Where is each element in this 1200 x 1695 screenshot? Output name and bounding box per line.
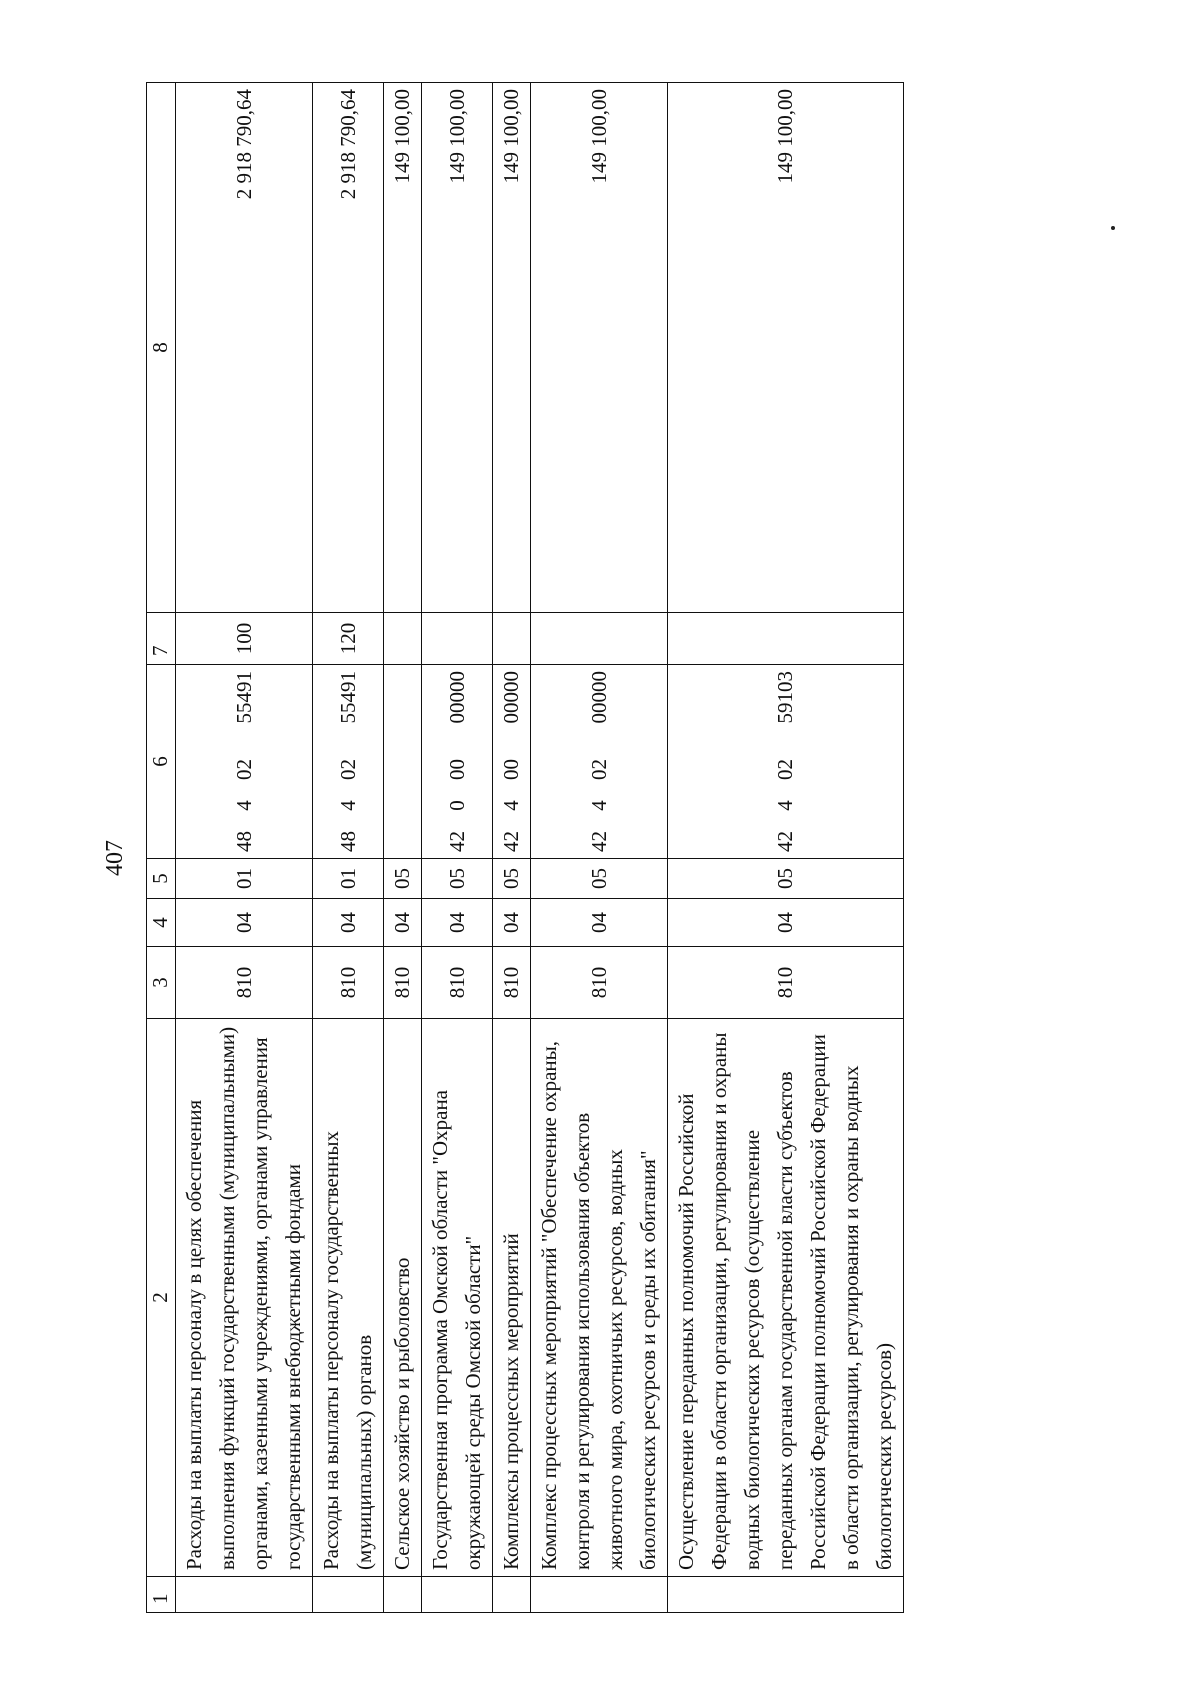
- header-cell-6: 6: [147, 665, 176, 859]
- department-code: 810: [668, 947, 904, 1019]
- expense-type-code: [422, 613, 493, 665]
- target-code-program: 42: [531, 821, 668, 859]
- table-row: [668, 83, 904, 1613]
- target-code-complex: 00: [493, 749, 531, 791]
- target-code-program: 48: [313, 821, 384, 859]
- row-number: [422, 1577, 493, 1613]
- section-code: 04: [176, 899, 313, 947]
- department-code: 810: [493, 947, 531, 1019]
- target-code-type: 4: [531, 791, 668, 821]
- expense-type-code: [384, 613, 422, 665]
- expense-type-code: [531, 613, 668, 665]
- table-row: [384, 83, 422, 1613]
- target-code-direction: 59103: [668, 665, 904, 749]
- department-code: 810: [384, 947, 422, 1019]
- budget-table: [146, 82, 904, 1613]
- amount: 149 100,00: [493, 83, 531, 613]
- table-row: [493, 83, 531, 1613]
- table-row: [176, 83, 313, 1613]
- target-code-complex: 02: [313, 749, 384, 791]
- target-code-direction: 00000: [531, 665, 668, 749]
- scan-speck: [1111, 226, 1115, 230]
- subsection-code: 05: [668, 859, 904, 899]
- section-code: 04: [422, 899, 493, 947]
- amount: 149 100,00: [384, 83, 422, 613]
- table-row: [531, 83, 668, 1613]
- target-code-direction: 55491: [313, 665, 384, 749]
- expense-name: Комплексы процессных мероприятий: [493, 1019, 531, 1577]
- rotated-page-content: [146, 83, 1046, 1613]
- expense-type-code: [668, 613, 904, 665]
- amount: 2 918 790,64: [176, 83, 313, 613]
- target-code-complex: 02: [668, 749, 904, 791]
- target-code-program: 42: [493, 821, 531, 859]
- row-number: [493, 1577, 531, 1613]
- amount: 2 918 790,64: [313, 83, 384, 613]
- header-cell-7: 7: [147, 613, 176, 665]
- target-code-type: 4: [493, 791, 531, 821]
- header-cell-5: 5: [147, 859, 176, 899]
- expense-type-code: 100: [176, 613, 313, 665]
- target-code-program: 42: [422, 821, 493, 859]
- target-code-complex: [384, 749, 422, 791]
- header-cell-2: 2: [147, 1019, 176, 1577]
- target-code-complex: 02: [176, 749, 313, 791]
- target-code-type: 4: [668, 791, 904, 821]
- subsection-code: 05: [493, 859, 531, 899]
- section-code: 04: [313, 899, 384, 947]
- target-code-direction: 55491: [176, 665, 313, 749]
- target-code-program: 42: [668, 821, 904, 859]
- target-code-type: 4: [176, 791, 313, 821]
- subsection-code: 01: [313, 859, 384, 899]
- header-cell-8: 8: [147, 83, 176, 613]
- header-cell-4: 4: [147, 899, 176, 947]
- department-code: 810: [313, 947, 384, 1019]
- row-number: [313, 1577, 384, 1613]
- amount: 149 100,00: [422, 83, 493, 613]
- target-code-type: [384, 791, 422, 821]
- header-cell-1: 1: [147, 1577, 176, 1613]
- expense-name: Осуществление переданных полномочий Российской Федерации в области организации, регулирования и охраны водных биологических ресурсов (осуществление переданных органам государственной власти субъектов Российской Федерации полномочий Российской Федерации в области организации, регулирования и охраны водных биологических ресурсов): [668, 1019, 904, 1577]
- expense-name: Расходы на выплаты персоналу в целях обеспечения выполнения функций государственными (муниципальными) органами, казенными учреждениями, органами управления государственными внебюджетными фондами: [176, 1019, 313, 1577]
- department-code: 810: [531, 947, 668, 1019]
- section-code: 04: [384, 899, 422, 947]
- header-cell-3: 3: [147, 947, 176, 1019]
- row-number: [531, 1577, 668, 1613]
- subsection-code: 01: [176, 859, 313, 899]
- table-header-row: [147, 83, 176, 1613]
- target-code-direction: 00000: [493, 665, 531, 749]
- target-code-type: 4: [313, 791, 384, 821]
- target-code-direction: 00000: [422, 665, 493, 749]
- subsection-code: 05: [384, 859, 422, 899]
- expense-name: Сельское хозяйство и рыболовство: [384, 1019, 422, 1577]
- page-number: 407: [102, 840, 128, 876]
- row-number: [668, 1577, 904, 1613]
- section-code: 04: [668, 899, 904, 947]
- subsection-code: 05: [531, 859, 668, 899]
- table-row: [422, 83, 493, 1613]
- subsection-code: 05: [422, 859, 493, 899]
- expense-type-code: [493, 613, 531, 665]
- section-code: 04: [531, 899, 668, 947]
- expense-name: Государственная программа Омской области "Охрана окружающей среды Омской области": [422, 1019, 493, 1577]
- section-code: 04: [493, 899, 531, 947]
- amount: 149 100,00: [668, 83, 904, 613]
- target-code-program: 48: [176, 821, 313, 859]
- amount: 149 100,00: [531, 83, 668, 613]
- row-number: [176, 1577, 313, 1613]
- row-number: [384, 1577, 422, 1613]
- expense-type-code: 120: [313, 613, 384, 665]
- department-code: 810: [176, 947, 313, 1019]
- target-code-complex: 02: [531, 749, 668, 791]
- target-code-complex: 00: [422, 749, 493, 791]
- department-code: 810: [422, 947, 493, 1019]
- expense-name: Расходы на выплаты персоналу государственных (муниципальных) органов: [313, 1019, 384, 1577]
- expense-name: Комплекс процессных мероприятий "Обеспечение охраны, контроля и регулирования использования объектов животного мира, охотничьих ресурсов, водных биологических ресурсов и среды их обитания": [531, 1019, 668, 1577]
- target-code-direction: [384, 665, 422, 749]
- table-row: [313, 83, 384, 1613]
- target-code-type: 0: [422, 791, 493, 821]
- target-code-program: [384, 821, 422, 859]
